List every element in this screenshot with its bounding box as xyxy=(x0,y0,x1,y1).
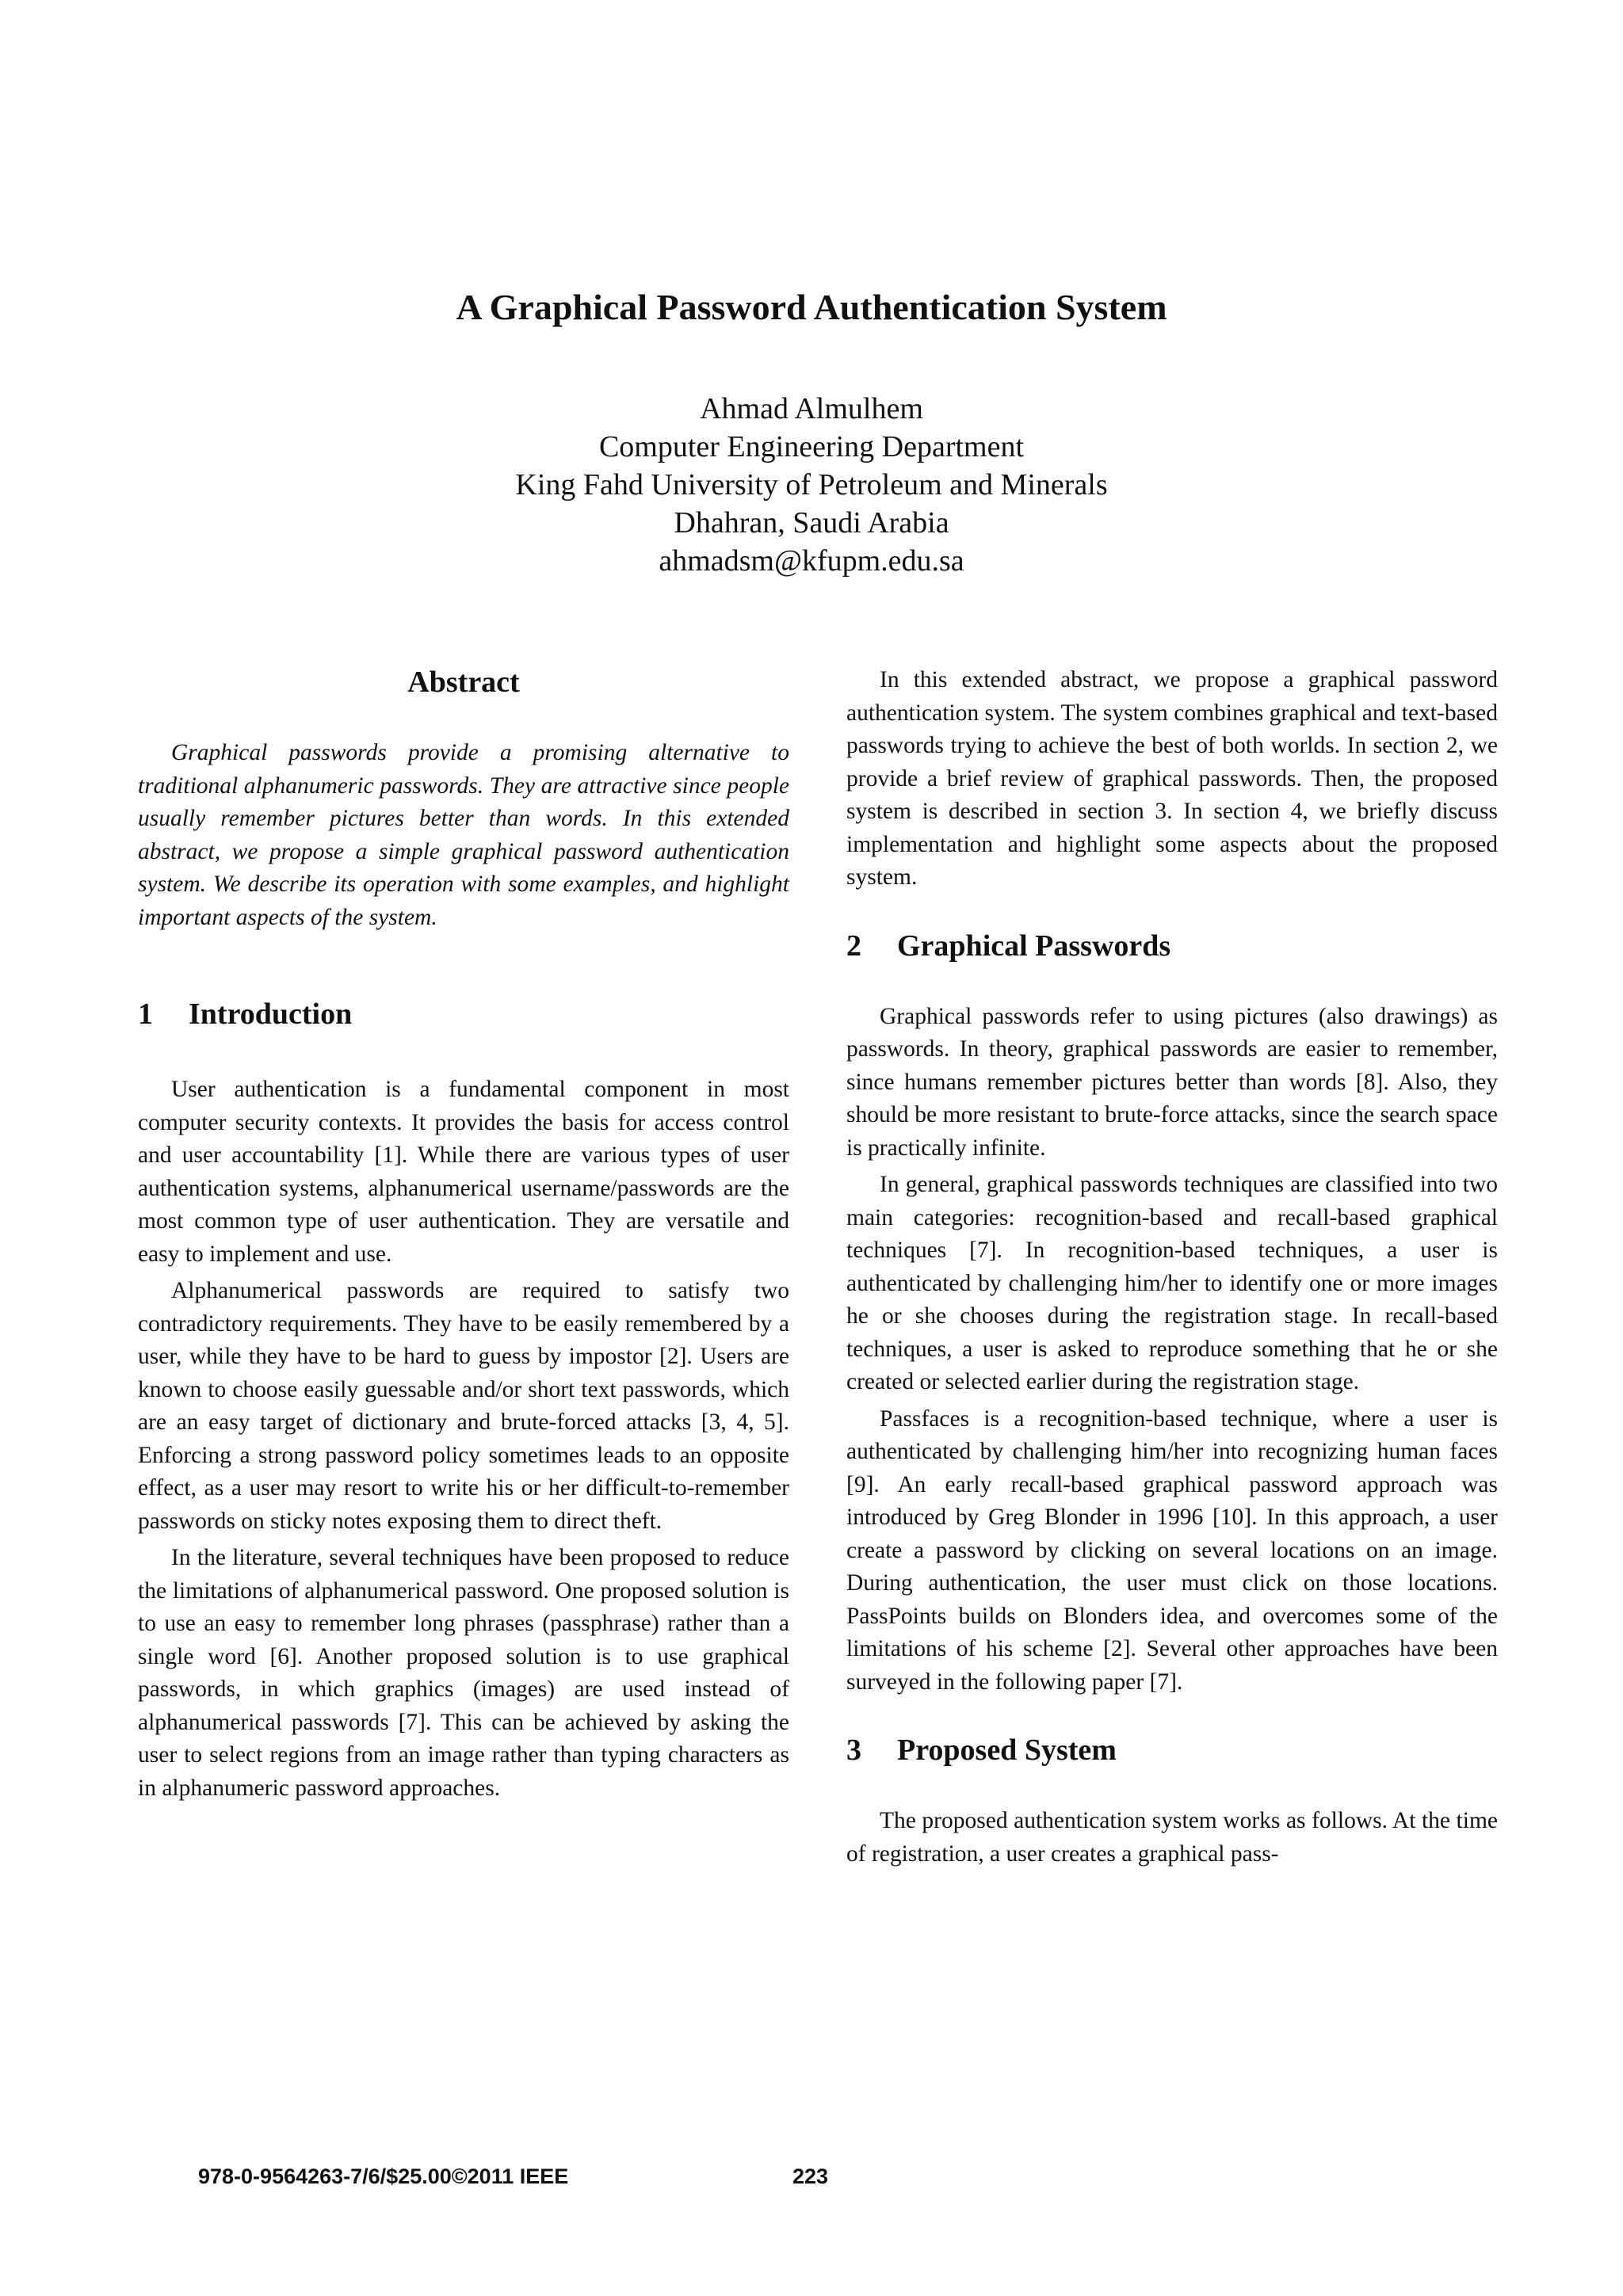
section-title: Graphical Passwords xyxy=(897,929,1171,963)
section-heading-graphical-passwords xyxy=(846,928,1498,964)
intro-paragraph-3: In the literature, several techniques have been proposed to reduce the limitations of alphanumerical password. One proposed solution is to use an easy to remember long phrases (passphrase) rather than a single word [6]. Another proposed solution is to use graphical passwords, in which graphics (images) are used instead of alphanumerical passwords [7]. This can be achieved by asking the user to select regions from an image rather than typing characters as in alphanumeric password approaches. xyxy=(138,1545,789,1801)
section-number: 3 xyxy=(846,1733,861,1767)
author-location: Dhahran, Saudi Arabia xyxy=(674,506,949,540)
intro-paragraph-1: User authentication is a fundamental component in most computer security contexts. It provides the basis for access control and user accountability [1]. While there are various types of user authentication systems, alphanumerical username/passwords are the most common type of user authentication. They are versatile and easy to implement and use. xyxy=(138,1077,789,1267)
page-number: 223 xyxy=(792,2164,829,2188)
section-heading-introduction xyxy=(138,996,789,1032)
section-title: Introduction xyxy=(189,997,353,1031)
section-heading-proposed-system xyxy=(846,1732,1498,1768)
author-department: Computer Engineering Department xyxy=(598,430,1025,463)
graphical-paragraph-1: Graphical passwords refer to using pictures (also drawings) as passwords. In theory, graphical passwords are easier to remember, since humans remember pictures better than words [8]. Also, they should be more resistant to brute-force attacks, since the search space is practically infinite. xyxy=(846,1003,1498,1161)
author-name: Ahmad Almulhem xyxy=(700,392,923,425)
author-university: King Fahd University of Petroleum and Minerals xyxy=(515,468,1108,502)
section-number: 2 xyxy=(846,929,861,963)
right-column xyxy=(846,664,1498,1875)
intro-paragraph-4: In this extended abstract, we propose a graphical password authentication system. The system combines graphical and text-based passwords trying to achieve the best of both worlds. In section 2, we provide a brief review of graphical passwords. Then, the proposed system is described in section 3. In section 4, we briefly discuss implementation and highlight some aspects about the proposed system. xyxy=(846,667,1498,890)
section-number: 1 xyxy=(138,997,153,1031)
abstract-heading: Abstract xyxy=(407,666,520,699)
left-column xyxy=(138,664,789,1809)
abstract-text: Graphical passwords provide a promising alternative to traditional alphanumeric passwords. They are attractive since people usually remember pictures better than words. In this extended abstract, we propose a simple graphical password authentication system. We describe its operation with some examples, and highlight important aspects of the system. xyxy=(138,740,789,930)
graphical-paragraph-2: In general, graphical passwords techniques are classified into two main categories: recognition-based and recall-based graphical techniques [7]. In recognition-based techniques, a user is authenticated by challenging him/her to identify one or more images he or she chooses during the registration stage. In recall-based techniques, a user is asked to reproduce something that he or she created or selected earlier during the registration stage. xyxy=(846,1172,1498,1394)
author-email: ahmadsm@kfupm.edu.sa xyxy=(659,544,964,578)
proposed-paragraph-1: The proposed authentication system works as follows. At the time of registration, a user creates a graphical pass- xyxy=(846,1808,1498,1867)
graphical-paragraph-3: Passfaces is a recognition-based technique, where a user is authenticated by challenging him/her into recognizing human faces [9]. An early recall-based graphical password approach was introduced by Greg Blonder in 1996 [10]. In this approach, a user create a password by clicking on several locations on an image. During authentication, the user must click on those locations. PassPoints builds on Blonders idea, and overcomes some of the limitations of his scheme [2]. Several other approaches have been surveyed in the following paper [7]. xyxy=(846,1405,1498,1695)
footer-isbn: 978-0-9564263-7/6/$25.00©2011 IEEE xyxy=(198,2164,569,2188)
paper-title: A Graphical Password Authentication System xyxy=(456,287,1167,327)
author-block xyxy=(0,390,1623,580)
section-title: Proposed System xyxy=(897,1733,1117,1767)
intro-paragraph-2: Alphanumerical passwords are required to satisfy two contradictory requirements. They have to be easily remembered by a user, while they have to be hard to guess by impostor [2]. Users are known to choose easily guessable and/or short text passwords, which are an easy target of dictionary and brute-forced attacks [3, 4, 5]. Enforcing a strong password policy sometimes leads to an opposite effect, as a user may resort to write his or her difficult-to-remember passwords on sticky notes exposing them to direct theft. xyxy=(138,1278,789,1534)
